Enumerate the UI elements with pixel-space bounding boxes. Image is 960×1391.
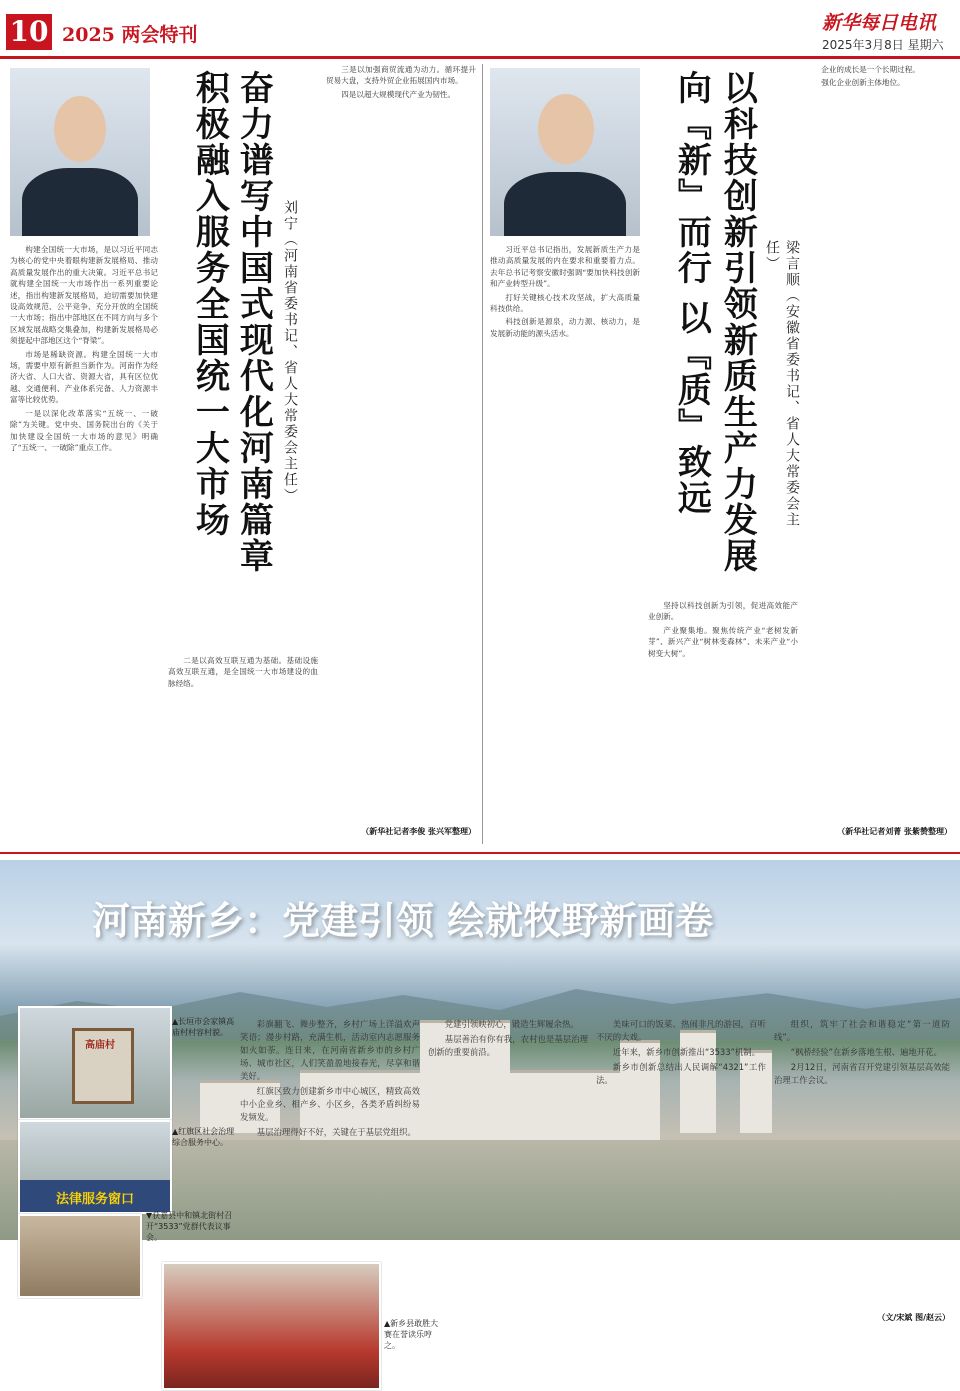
right-article-title-1: 以科技创新引领新质生产力发展 (717, 70, 758, 574)
left-article-title-1: 奋力谱写中国式现代化河南篇章 (233, 70, 274, 574)
paragraph: 美味可口的饭菜、热闹非凡的游园，百听不厌的大戏。 (596, 1019, 766, 1042)
paragraph: 市场是稀缺资源。构建全国统一大市场，需要中原有新担当新作为。河南作为经济大省、人口大省、资源大省，具有区位优越、交通便利、产业体系完备、人力资源丰富等比较优势。 (10, 349, 158, 405)
issue-date: 2025年3月8日 星期六 (822, 38, 944, 52)
photo-caption: ▲长垣市会家镇高庙村村容村貌。 (172, 1017, 235, 1037)
paragraph: 三是以加强商贸流通为动力。循环提升贸易大盘，支持外贸企业拓展国内市场。 (326, 65, 476, 86)
header-rule (0, 56, 960, 59)
feature-column-2 (428, 1018, 588, 1298)
page-header (0, 0, 960, 62)
village-gate-sign: 高庙村 (85, 1040, 115, 1051)
right-article-column-1 (490, 244, 640, 844)
paragraph: 党建引领映初心，锻造生辉履余热。 (444, 1019, 579, 1029)
drum-performance-photo (162, 1262, 381, 1390)
left-article-column-2 (168, 655, 318, 845)
feature-byline: （文/宋斌 图/赵云） (877, 1313, 950, 1322)
author-portrait-left (10, 68, 150, 236)
paragraph: 打好关键核心技术攻坚战，扩大高质量科技供给。 (490, 292, 640, 314)
left-article-byline: （新华社记者李俊 张兴军整理） (361, 827, 476, 836)
service-center-photo (18, 1120, 172, 1214)
paragraph: 近年来，新乡市创新推出“3533”机制。 (612, 1047, 761, 1057)
paragraph: 二是以高效互联互通为基础。基础设施高效互联互通，是全国统一大市场建设的血脉经络。 (168, 656, 318, 688)
feature-column-3 (596, 1018, 766, 1308)
paragraph: 企业的成长是一个长期过程。 (821, 65, 920, 74)
photo-caption: ▼获嘉县中和镇北街村召开“3533”党群代表议事会。 (146, 1211, 233, 1242)
section-title: 2025 两会特刊 (62, 24, 198, 46)
paragraph: 一是以深化改革落实“五统一、一破除”为关键。党中央、国务院出台的《关于加快建设全国统一大市场的意见》明确了“五统一、一破除”重点工作。 (10, 408, 158, 452)
newspaper-name: 新华每日电讯 (822, 12, 937, 34)
service-window-sign: 法律服务窗口 (55, 1192, 134, 1207)
council-meeting-photo (18, 1214, 142, 1298)
paragraph: 强化企业创新主体地位。 (821, 78, 905, 88)
paragraph: 坚持以科技创新为引领，促进高效能产业创新。 (648, 601, 798, 622)
paragraph: 彩旗翻飞、舞步整齐，乡村广场上洋溢欢声笑语；漫步村路，充满生机，活动室内志愿服务如火如荼。连日来，在河南省新乡市的乡村广场、城市社区，人们笑盈盈地接春光，尽享和谐美好。 (240, 1019, 420, 1081)
column-divider (482, 64, 483, 844)
paragraph: 习近平总书记指出，发展新质生产力是推动高质量发展的内在要求和重要着力点。去年总书记考察安徽时强调“要加快科技创新和产业转型升级”。 (490, 245, 640, 289)
right-article-column-2 (648, 600, 798, 840)
left-article-author: 刘宁（河南省委书记、省人大常委会主任） (282, 200, 298, 504)
paragraph: “枫桥经验”在新乡落地生根、遍地开花。 (790, 1047, 942, 1057)
paragraph: 四是以超大规模现代产业为韧性。 (341, 89, 456, 99)
author-portrait-right (490, 68, 640, 236)
feature-column-1 (240, 1018, 420, 1258)
right-article-author: 梁言顺（安徽省委书记、省人大常委会主任） (764, 240, 800, 528)
feature-column-4 (774, 1018, 950, 1308)
village-gate-photo (18, 1006, 172, 1120)
paragraph: 红旗区致力创建新乡市中心城区，精致高效中小企业乡、相产乡、小区乡，各类矛盾纠纷易发频发。 (240, 1086, 420, 1122)
page-number: 10 (6, 14, 52, 50)
feature-banner-title: 河南新乡：党建引领 绘就牧野新画卷 (92, 899, 714, 943)
paragraph: 科技创新是源泉，动力源、核动力，是发展新动能的源头活水。 (490, 317, 640, 338)
left-article-column-3 (326, 64, 476, 824)
right-article-byline: （新华社记者刘菁 张紫赞整理） (837, 827, 952, 836)
paragraph: 新乡市创新总结出人民调解“4321”工作法。 (596, 1062, 766, 1085)
paragraph: 组织，筑牢了社会和谐稳定“第一道防线”。 (774, 1019, 950, 1042)
section-divider (0, 852, 960, 854)
left-article-column-1 (10, 244, 158, 844)
left-article-title-2: 积极融入服务全国统一大市场 (189, 70, 230, 538)
photo-caption: ▲红旗区社会治理综合服务中心。 (172, 1127, 235, 1147)
paragraph: 基层善治有你有我，农村也是基层治理创新的重要前沿。 (428, 1034, 588, 1057)
photo-caption: ▲新乡县敢胜大赛在誉读乐哼之。 (384, 1319, 439, 1350)
right-article-title-2: 向『新』而行 以『质』致远 (671, 70, 712, 516)
paragraph: 2月12日，河南省召开党建引领基层高效能治理工作会议。 (774, 1062, 950, 1085)
right-article-column-3 (806, 64, 952, 824)
paragraph: 构建全国统一大市场，是以习近平同志为核心的党中央着眼构建新发展格局、推动高质量发展作出的重大决策。习近平总书记就构建全国统一大市场作出一系列重要论述，指出构建新发展格局，迫切需要加快建设高效规范、公平竞争、充分开放的全国统一大市场；指出中部地区在不同方向与多个区域发展战略交集叠加，构建新发展格局必须提起中部地区这个“脊梁”。 (10, 245, 158, 346)
paragraph: 基层治理得好不好，关键在于基层党组织。 (256, 1127, 416, 1137)
paragraph: 产业聚集地。聚焦传统产业“老树发新芽”、新兴产业“树林变森林”、未来产业“小树变大树”。 (648, 625, 798, 658)
